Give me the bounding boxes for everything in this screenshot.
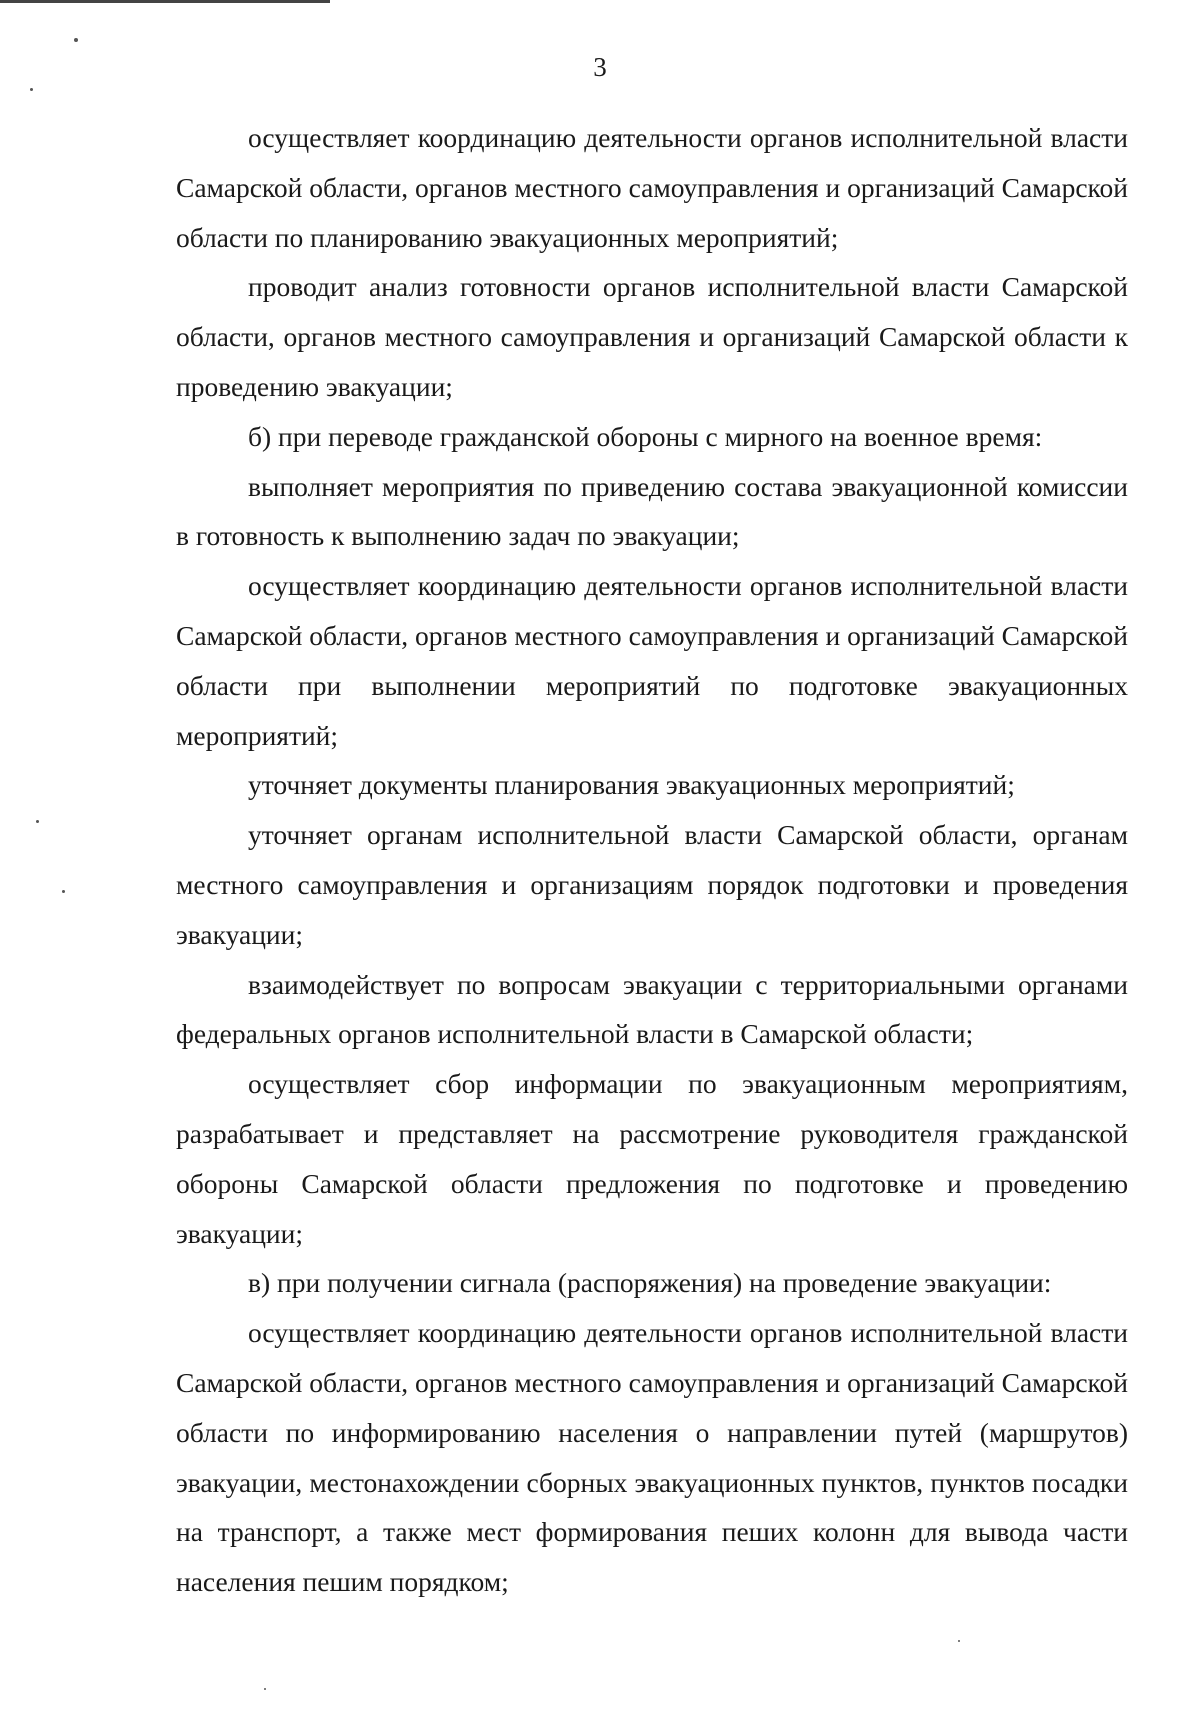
scan-edge-line <box>0 0 330 3</box>
scan-speck <box>264 1688 266 1690</box>
paragraph: осуществляет координацию деятельности органов исполнительной власти Самарской области, органов местного самоуправления и организаций Самарской области при выполнении мероприятий по подготовке эвакуационных мероприятий; <box>176 570 1128 751</box>
page-number: 3 <box>593 52 607 82</box>
paragraph: б) при переводе гражданской обороны с мирного на военное время: <box>248 420 1043 452</box>
paragraph: проводит анализ готовности органов исполнительной власти Самарской области, органов местного самоуправления и организаций Самарской области к проведению эвакуации; <box>176 271 1128 402</box>
paragraph: взаимодействует по вопросам эвакуации с территориальными органами федеральных органов исполнительной власти в Самарской области; <box>176 968 1128 1050</box>
scan-speck <box>62 890 65 893</box>
paragraph: в) при получении сигнала (распоряжения) на проведение эвакуации: <box>248 1267 1052 1299</box>
paragraph: осуществляет координацию деятельности органов исполнительной власти Самарской области, органов местного самоуправления и организаций Самарской области по информированию населения о направлении путей (маршрутов) эвакуации, местонахождении сборных эвакуационных пунктов, пунктов посадки на транспорт, а также мест формирования пеших колонн для вывода части населения пешим порядком; <box>176 1317 1128 1598</box>
paragraph: осуществляет сбор информации по эвакуационным мероприятиям, разрабатывает и представляет на рассмотрение руководителя гражданской обороны Самарской области предложения по подготовке и проведению эвакуации; <box>176 1068 1128 1249</box>
paragraph: уточняет органам исполнительной власти Самарской области, органам местного самоуправления и организациям порядок подготовки и проведения эвакуации; <box>176 819 1128 950</box>
scan-speck <box>36 820 39 823</box>
scan-speck <box>958 1640 960 1642</box>
scan-speck <box>30 88 33 91</box>
paragraph: осуществляет координацию деятельности органов исполнительной власти Самарской области, органов местного самоуправления и организаций Самарской области по планированию эвакуационных мероприятий; <box>176 122 1128 253</box>
document-body <box>176 113 1128 1607</box>
scan-speck <box>74 38 78 42</box>
paragraph: выполняет мероприятия по приведению состава эвакуационной комиссии в готовность к выполнению задач по эвакуации; <box>176 470 1128 552</box>
paragraph: уточняет документы планирования эвакуационных мероприятий; <box>248 769 1015 801</box>
